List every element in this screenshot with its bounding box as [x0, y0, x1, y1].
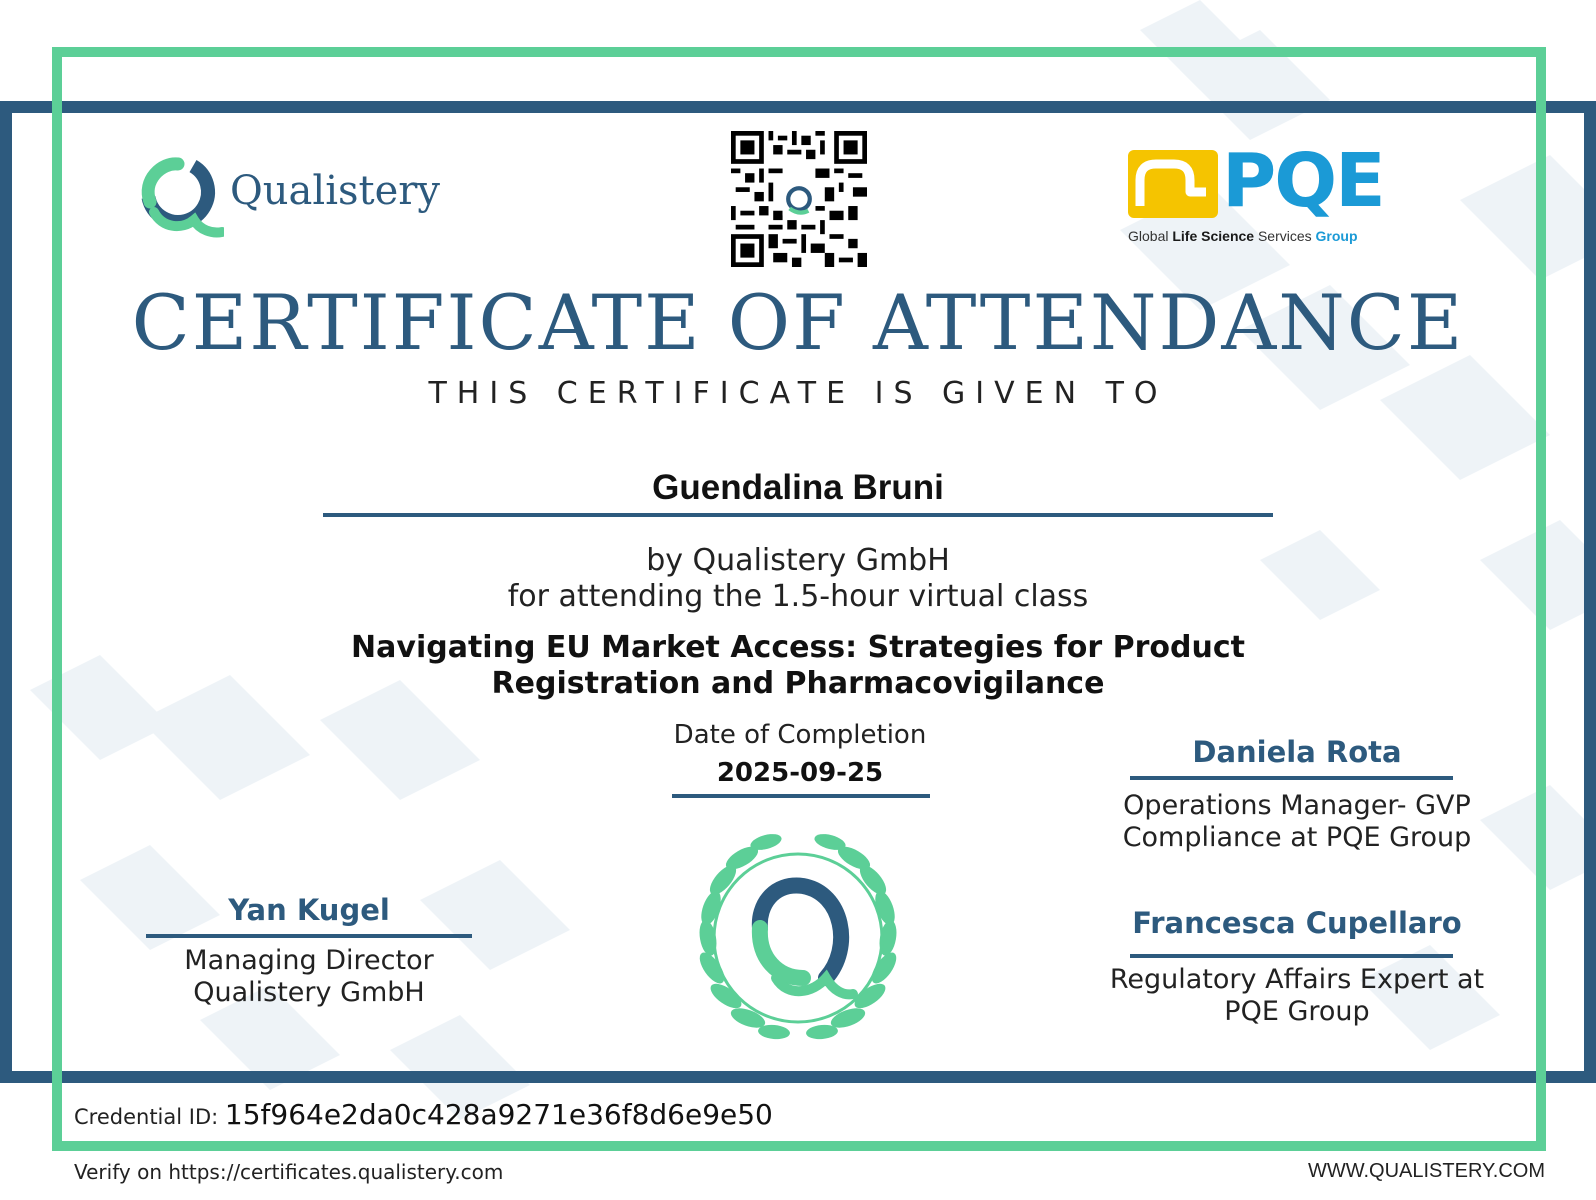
signatory-yan-kugel-role: Managing Director Qualistery GmbH: [184, 945, 434, 1008]
credential-id: 15f964e2da0c428a9271e36f8d6e9e50: [224, 1098, 773, 1131]
signatory-daniela-rota-name: Daniela Rota: [1192, 735, 1402, 769]
credential-label: Credential ID:: [74, 1105, 219, 1129]
laurel-seal-icon: [678, 828, 918, 1048]
signatory-francesca-cupellaro-role: Regulatory Affairs Expert at PQE Group: [1109, 964, 1485, 1027]
issuer-line: by Qualistery GmbH: [646, 543, 950, 578]
qr-code-icon: [731, 131, 867, 267]
signatory-daniela-rota-line: [1130, 776, 1453, 780]
date-label: Date of Completion: [673, 720, 927, 750]
pqe-logo-text: PQE: [1222, 138, 1384, 224]
course-title: Navigating EU Market Access: Strategies for Product Registration and Pharmacovigilance: [351, 630, 1245, 701]
certificate-title: CERTIFICATE OF ATTENDANCE: [131, 278, 1465, 367]
signatory-yan-kugel-line: [146, 934, 472, 938]
given-to-label: THIS CERTIFICATE IS GIVEN TO: [428, 376, 1168, 411]
verify-link[interactable]: Verify on https://certificates.qualistery.com: [74, 1160, 504, 1184]
signatory-francesca-cupellaro-name: Francesca Cupellaro: [1132, 906, 1462, 940]
qualistery-logo-text: Qualistery: [230, 168, 440, 214]
signatory-yan-kugel-name: Yan Kugel: [228, 893, 390, 927]
attendance-line: for attending the 1.5-hour virtual class: [507, 579, 1089, 614]
website-link[interactable]: WWW.QUALISTERY.COM: [1307, 1160, 1545, 1182]
credential-row: [74, 1098, 773, 1131]
qualistery-q-logo-icon: [132, 150, 224, 242]
signatory-francesca-cupellaro-line: [1130, 954, 1453, 958]
date-value: 2025-09-25: [716, 758, 884, 788]
recipient-underline: [323, 513, 1273, 517]
pqe-tagline: Global Life Science Services Group: [1128, 228, 1358, 244]
recipient-name: Guendalina Bruni: [652, 468, 944, 507]
signatory-daniela-rota-role: Operations Manager- GVP Compliance at PQE Group: [1122, 790, 1472, 853]
date-underline: [672, 794, 930, 798]
